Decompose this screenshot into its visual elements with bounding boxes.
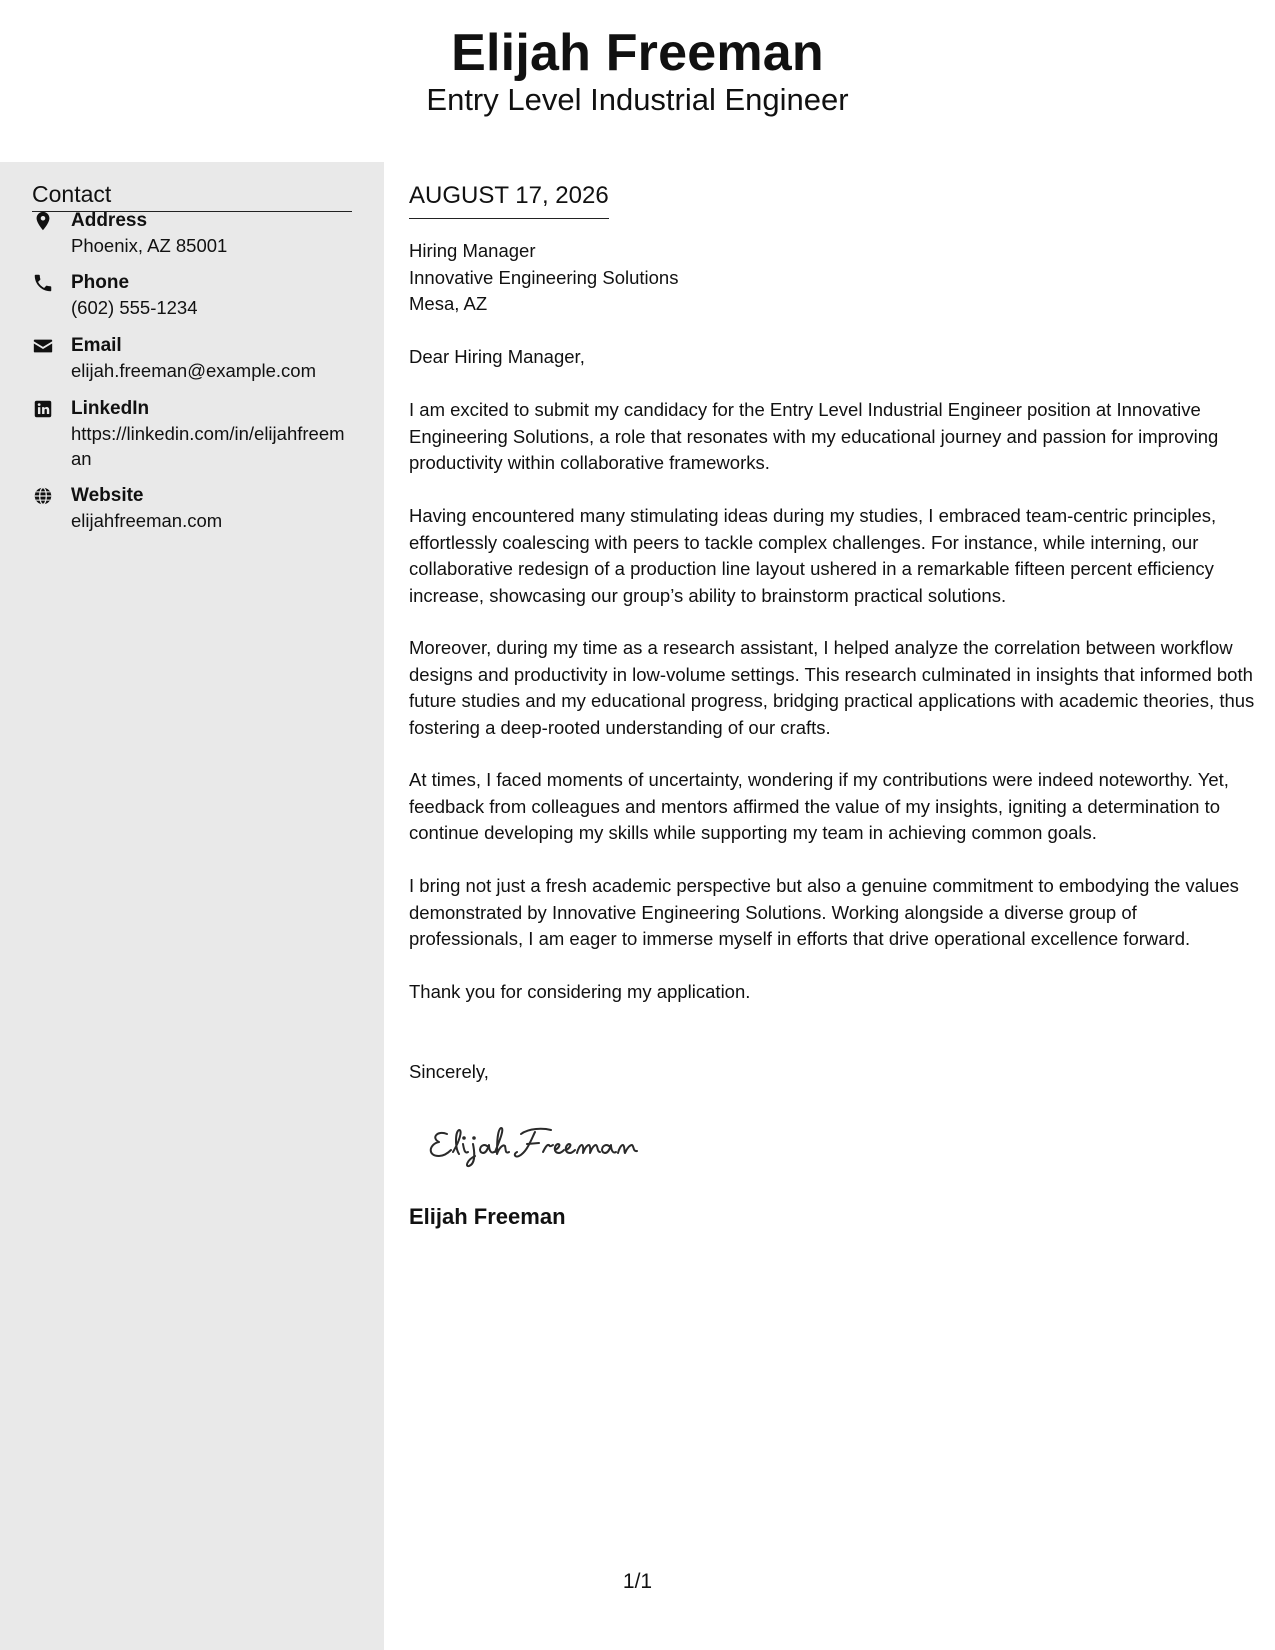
linkedin-value[interactable]: https://linkedin.com/in/elijahfreeman [71, 423, 345, 469]
signer-name: Elijah Freeman [409, 1204, 566, 1229]
closing: Sincerely, [409, 1061, 489, 1082]
linkedin-icon [32, 398, 54, 420]
recipient-block [409, 238, 678, 318]
letter-date: AUGUST 17, 2026 [409, 180, 609, 219]
address-value: Phoenix, AZ 85001 [71, 235, 228, 256]
globe-icon [32, 485, 54, 507]
paragraph-2: Having encountered many stimulating ideas during my studies, I embraced team-centric principles, effortlessly coalescing with peers to tackle complex challenges. For instance, while interning, our collaborative redesign of a production line layout ushered in a remarkable fifteen percent efficiency increase, showcasing our group’s ability to brainstorm practical solutions. [409, 505, 1217, 606]
contact-heading: Contact [32, 178, 352, 212]
phone-value: (602) 555-1234 [71, 297, 198, 318]
email-value[interactable]: elijah.freeman@example.com [71, 360, 316, 381]
contact-sidebar [0, 162, 384, 1650]
paragraph-4: At times, I faced moments of uncertainty, wondering if my contributions were indeed noteworthy. Yet, feedback from colleagues and mentors affirmed the value of my insights, igniting a determination to continue developing my skills while supporting my team in achieving common goals. [409, 769, 1229, 843]
website-value[interactable]: elijahfreeman.com [71, 510, 223, 531]
letter-header [0, 0, 1275, 162]
salutation: Dear Hiring Manager, [409, 346, 585, 367]
recipient-location: Mesa, AZ [409, 293, 488, 314]
map-pin-icon [32, 210, 54, 232]
phone-label: Phone [71, 272, 130, 293]
recipient-company: Innovative Engineering Solutions [409, 266, 679, 288]
paragraph-6: Thank you for considering my application. [409, 981, 751, 1002]
handwritten-signature [425, 1112, 665, 1172]
paragraph-1: I am excited to submit my candidacy for the Entry Level Industrial Engineer position at Innovative Engineering Solutions, a role that resonates with my educational journey and passion for improving productivity within collaborative frameworks. [409, 399, 1219, 473]
paragraph-3: Moreover, during my time as a research assistant, I helped analyze the correlation between workflow designs and productivity in low-volume settings. This research culminated in insights that informed both future studies and my educational progress, bridging practical applications with academic theories, thus fostering a deep-rooted understanding of our crafts. [409, 637, 1255, 738]
applicant-name: Elijah Freeman [451, 24, 824, 82]
website-label: Website [71, 485, 144, 506]
paragraph-5: I bring not just a fresh academic perspective but also a genuine commitment to embodying the values demonstrated by Innovative Engineering Solutions. Working alongside a diverse group of professionals, I am eager to immerse myself in efforts that drive operational excellence forward. [409, 875, 1239, 949]
phone-icon [32, 272, 54, 294]
recipient-name: Hiring Manager [409, 240, 536, 261]
job-title: Entry Level Industrial Engineer [426, 82, 849, 117]
email-label: Email [71, 335, 122, 356]
address-label: Address [71, 210, 148, 231]
linkedin-label: LinkedIn [71, 398, 150, 419]
envelope-icon [32, 335, 54, 357]
page-number: 1/1 [622, 1570, 653, 1593]
